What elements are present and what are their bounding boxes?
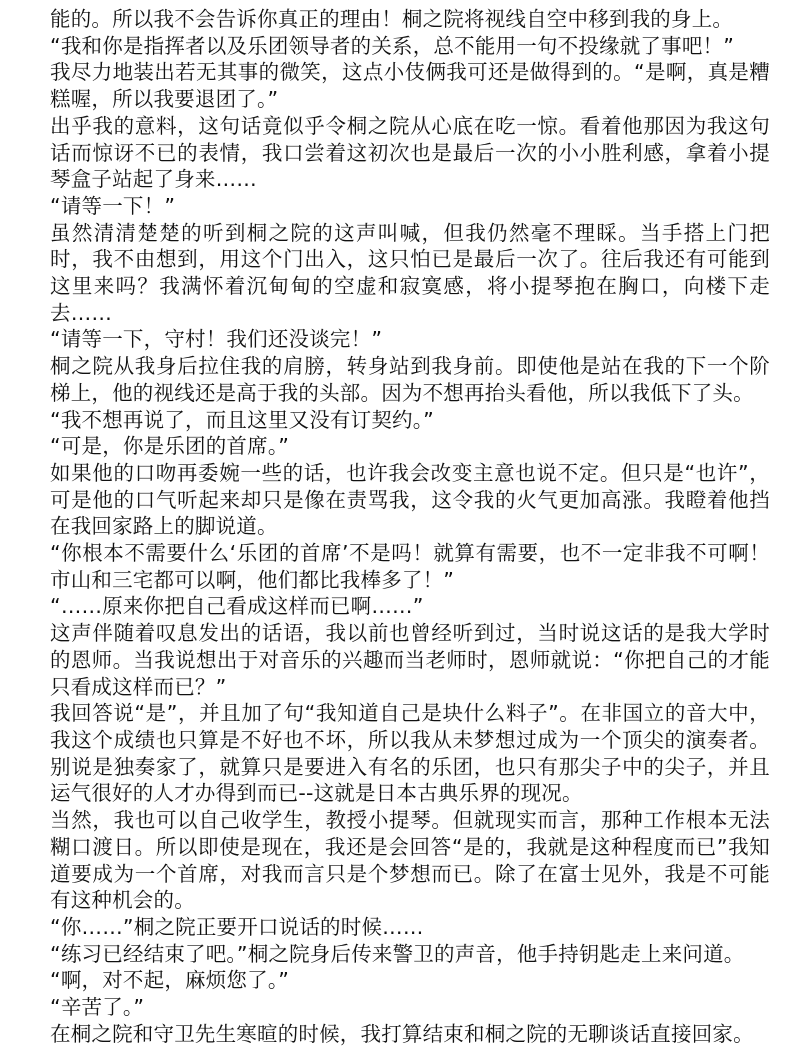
paragraph-2: “我和你是指挥者以及乐团领导者的关系，总不能用一句不投缘就了事吧！” <box>50 33 735 58</box>
paragraph-21: 在桐之院和守卫先生寒暄的时候，我打算结束和桐之院的无聊谈话直接回家。 <box>50 1021 754 1046</box>
paragraph-19: “啊，对不起，麻烦您了。” <box>50 968 290 993</box>
paragraph-13: “……原来你把自己看成这样而已啊……” <box>50 594 424 619</box>
paragraph-20: “辛苦了。” <box>50 995 145 1020</box>
paragraph-16: 当然，我也可以自己收学生，教授小提琴。但就现实而言，那种工作根本无法糊口渡日。所以即使是现在，我还是会回答“是的，我就是这种程度而已”我知道要成为一个首席，对我而言只是个梦想而已。除了在富士见外，我是不可能有这种机会的。 <box>50 808 770 913</box>
paragraph-9: “我不想再说了，而且这里又没有订契约。” <box>50 407 434 432</box>
paragraph-7: “请等一下，守村！我们还没谈完！” <box>50 327 383 352</box>
paragraph-5: “请等一下！” <box>50 193 176 218</box>
paragraph-10: “可是，你是乐团的首席。” <box>50 434 290 459</box>
paragraph-15: 我回答说“是”，并且加了句“我知道自己是块什么料子”。在非国立的音大中，我这个成绩也只算是不好也不坏，所以我从未梦想过成为一个顶尖的演奏者。别说是独奏家了，就算只是要进入有名的乐团，也只有那尖子中的尖子，并且运气很好的人才办得到而已--这就是日本古典乐界的现况。 <box>50 701 770 806</box>
paragraph-18: “练习已经结束了吧。”桐之院身后传来警卫的声音，他手持钥匙走上来问道。 <box>50 941 745 966</box>
paragraph-1: 能的。所以我不会告诉你真正的理由！桐之院将视线自空中移到我的身上。 <box>50 7 734 31</box>
paragraph-8: 桐之院从我身后拉住我的肩膀，转身站到我身前。即使他是站在我的下一个阶梯上，他的视线还是高于我的头部。因为不想再抬头看他，所以我低下了头。 <box>50 354 770 405</box>
paragraph-11: 如果他的口吻再委婉一些的话，也许我会改变主意也说不定。但只是“也许”，可是他的口气听起来却只是像在责骂我，这令我的火气更加高涨。我瞪着他挡在我回家路上的脚说道。 <box>50 460 770 539</box>
paragraph-12: “你根本不需要什么‘乐团的首席’不是吗！就算有需要，也不一定非我不可啊！市山和三宅都可以啊，他们都比我棒多了！” <box>50 541 770 592</box>
paragraph-4: 出乎我的意料，这句话竟似乎令桐之院从心底在吃一惊。看着他那因为我这句话而惊讶不已的表情，我口尝着这初次也是最后一次的小小胜利感，拿着小提琴盒子站起了身来…… <box>50 113 770 192</box>
paragraph-6: 虽然清清楚楚的听到桐之院的这声叫喊，但我仍然毫不理睬。当手搭上门把时，我不由想到，用这个门出入，这只怕已是最后一次了。往后我还有可能到这里来吗？我满怀着沉甸甸的空虚和寂寞感，将小提琴抱在胸口，向楼下走去…… <box>50 220 770 325</box>
paragraph-14: 这声伴随着叹息发出的话语，我以前也曾经听到过，当时说这话的是我大学时的恩师。当我说想出于对音乐的兴趣而当老师时，恩师就说：“你把自己的才能只看成这样而已？” <box>50 621 770 699</box>
novel-page <box>50 6 770 1047</box>
paragraph-17: “你……”桐之院正要开口说话的时候…… <box>50 914 424 939</box>
paragraph-3: 我尽力地装出若无其事的微笑，这点小伎俩我可还是做得到的。“是啊，真是糟糕喔，所以我要退团了。” <box>50 60 770 112</box>
